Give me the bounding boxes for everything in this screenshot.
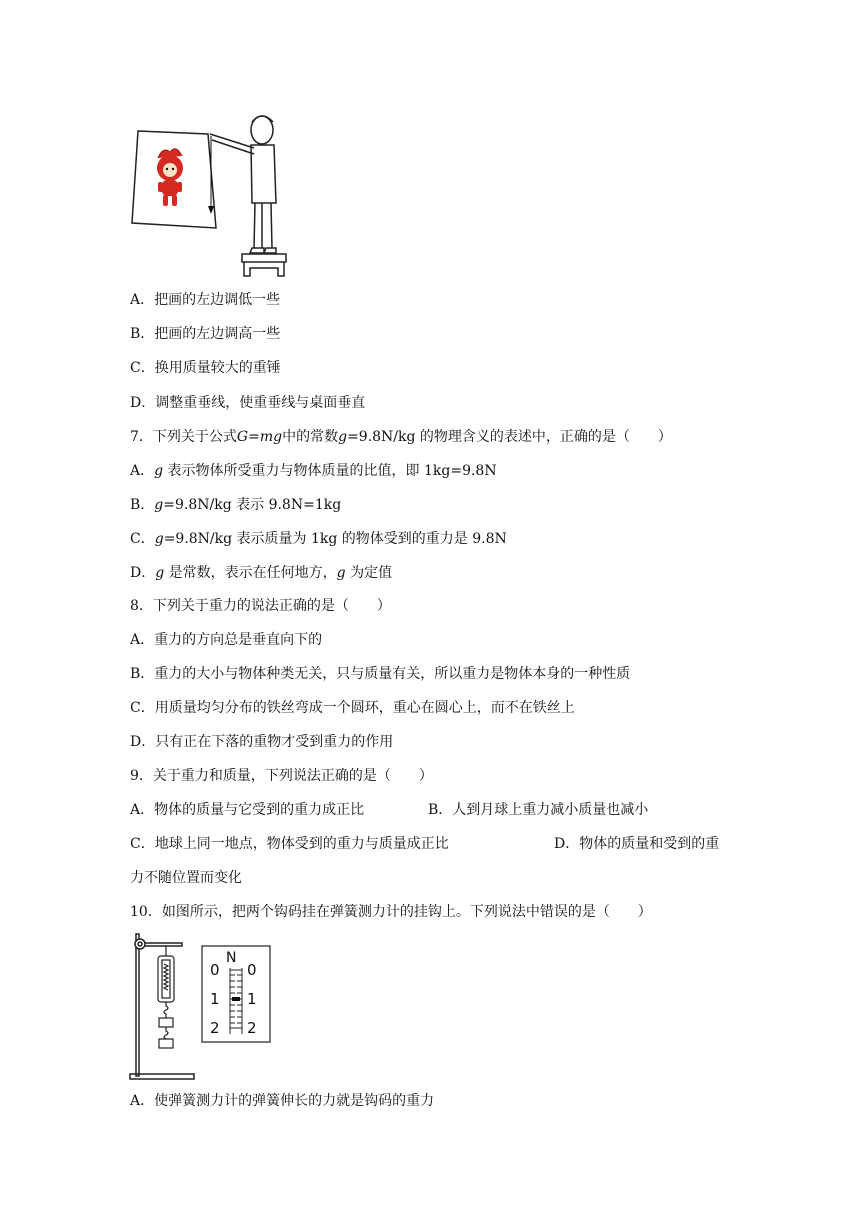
symbol-g: g bbox=[336, 565, 346, 581]
q7-stem bbox=[130, 427, 672, 447]
q7-option-b bbox=[130, 495, 341, 515]
q9-option-d: D．物体的质量和受到的重 bbox=[554, 836, 720, 852]
q7-stem-text: =9.8N/kg 的物理含义的表述中，正确的是（ ） bbox=[347, 429, 672, 445]
q8-option-c: C．用质量均匀分布的铁丝弯成一个圆环，重心在圆心上，而不在铁丝上 bbox=[130, 700, 575, 716]
option-label: D． bbox=[130, 565, 156, 581]
q6-option-b: B．把画的左边调高一些 bbox=[130, 326, 281, 342]
q7-stem-text: 中的常数 bbox=[282, 429, 339, 445]
q8-option-a: A．重力的方向总是垂直向下的 bbox=[130, 632, 323, 648]
q7-stem-text: 7．下列关于公式 bbox=[130, 429, 237, 445]
symbol-g: g bbox=[155, 565, 165, 581]
q9-option-a: A．物体的质量与它受到的重力成正比 bbox=[130, 802, 365, 818]
symbol-g: g bbox=[154, 497, 164, 513]
spring-scale bbox=[158, 946, 174, 1048]
option-label: B． bbox=[130, 497, 155, 513]
symbol-g: g bbox=[338, 429, 348, 445]
option-label: C． bbox=[130, 531, 155, 547]
q9-option-d-continued: 力不随位置而变化 bbox=[130, 870, 242, 886]
plumb-line-figure bbox=[130, 108, 300, 280]
q7-option-c bbox=[130, 529, 507, 549]
q6-option-d: D．调整重垂线，使重垂线与桌面垂直 bbox=[130, 395, 366, 411]
option-text: 是常数，表示在任何地方， bbox=[164, 565, 337, 581]
left-tick-label: 1 bbox=[210, 990, 220, 1008]
q8-option-d: D．只有正在下落的重物才受到重力的作用 bbox=[130, 734, 394, 750]
right-tick-label: 0 bbox=[247, 961, 257, 979]
q9-option-b: B．人到月球上重力减小质量也减小 bbox=[428, 802, 649, 818]
spring-scale-figure bbox=[126, 928, 276, 1084]
option-text: 表示物体所受重力与物体质量的比值，即 1kg=9.8N bbox=[163, 463, 497, 479]
q9-option-c: C．地球上同一地点，物体受到的重力与质量成正比 bbox=[130, 836, 449, 852]
q9-stem: 9．关于重力和质量，下列说法正确的是（ ） bbox=[130, 768, 433, 784]
q6-option-c: C．换用质量较大的重锤 bbox=[130, 360, 281, 376]
q7-option-a bbox=[130, 461, 497, 481]
person-figure bbox=[210, 116, 276, 253]
q6-option-a: A．把画的左边调低一些 bbox=[130, 292, 281, 308]
q7-option-d bbox=[130, 563, 392, 583]
scale-pointer bbox=[232, 997, 240, 1001]
right-tick-label: 2 bbox=[247, 1019, 257, 1037]
formula-mg: mg bbox=[259, 429, 283, 445]
q8-option-b: B．重力的大小与物体种类无关，只与质量有关，所以重力是物体本身的一种性质 bbox=[130, 666, 631, 682]
q10-stem: 10．如图所示，把两个钩码挂在弹簧测力计的挂钩上。下列说法中错误的是（ ） bbox=[130, 904, 652, 920]
option-text: 为定值 bbox=[345, 565, 393, 581]
formula-G: G bbox=[236, 429, 249, 445]
stool bbox=[242, 254, 286, 276]
left-tick-label: 2 bbox=[210, 1019, 220, 1037]
option-label: A． bbox=[130, 463, 155, 479]
q10-option-a: A．使弹簧测力计的弹簧伸长的力就是钩码的重力 bbox=[130, 1093, 435, 1109]
symbol-g: g bbox=[154, 531, 164, 547]
option-text: =9.8N/kg 表示质量为 1kg 的物体受到的重力是 9.8N bbox=[163, 531, 507, 547]
scale-unit: N bbox=[226, 950, 237, 966]
q8-stem: 8．下列关于重力的说法正确的是（ ） bbox=[130, 598, 391, 614]
option-text: =9.8N/kg 表示 9.8N=1kg bbox=[163, 497, 342, 513]
formula-eq: = bbox=[248, 429, 260, 445]
right-tick-label: 1 bbox=[247, 990, 257, 1008]
symbol-g: g bbox=[154, 463, 164, 479]
left-tick-label: 0 bbox=[210, 961, 220, 979]
